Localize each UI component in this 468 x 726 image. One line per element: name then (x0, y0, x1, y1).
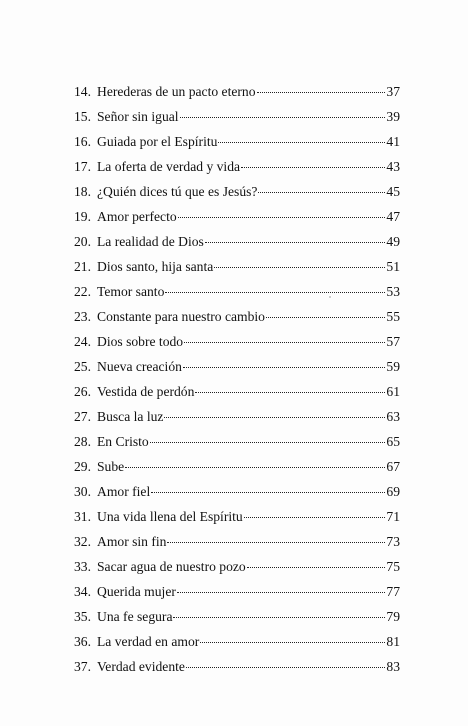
dot-leader (178, 216, 386, 218)
page-number: 81 (386, 634, 400, 649)
chapter-title: La verdad en amor (97, 634, 200, 649)
page-number: 39 (386, 109, 400, 124)
toc-entry (67, 279, 400, 304)
toc-entry (67, 204, 400, 229)
toc-entry (67, 354, 400, 379)
chapter-number: 27. (74, 409, 91, 424)
toc-entry (67, 504, 400, 529)
chapter-title: Una vida llena del Espíritu (97, 509, 243, 524)
toc-entry (67, 179, 400, 204)
page-number: 71 (386, 509, 400, 524)
page-number: 53 (386, 284, 400, 299)
toc-entry (67, 304, 400, 329)
toc-entry (67, 154, 400, 179)
chapter-title: Herederas de un pacto eterno (97, 84, 256, 99)
dot-leader (257, 91, 386, 93)
chapter-number: 25. (74, 359, 91, 374)
toc-entry (67, 629, 400, 654)
chapter-number: 29. (74, 459, 91, 474)
page-number: 45 (386, 184, 400, 199)
page-number: 59 (386, 359, 400, 374)
page-number: 77 (386, 584, 400, 599)
page-number: 75 (386, 559, 400, 574)
page-number: 79 (386, 609, 400, 624)
chapter-title: Dios sobre todo (97, 334, 184, 349)
chapter-number: 14. (74, 84, 91, 99)
chapter-number: 18. (74, 184, 91, 199)
toc-entry (67, 129, 400, 154)
dot-leader (244, 516, 386, 518)
toc-entry (67, 404, 400, 429)
page-number: 43 (386, 159, 400, 174)
page-number: 65 (386, 434, 400, 449)
dot-leader (150, 441, 386, 443)
dot-leader (266, 316, 385, 318)
chapter-number: 16. (74, 134, 91, 149)
dot-leader (173, 616, 385, 618)
toc-entry (67, 429, 400, 454)
chapter-number: 23. (74, 309, 91, 324)
dot-leader (205, 241, 386, 243)
dot-leader (195, 391, 385, 393)
chapter-number: 34. (74, 584, 91, 599)
chapter-title: Amor perfecto (97, 209, 177, 224)
dot-leader (167, 541, 385, 543)
chapter-title: Amor fiel (97, 484, 151, 499)
chapter-number: 30. (74, 484, 91, 499)
page-number: 47 (386, 209, 400, 224)
toc-entry (67, 529, 400, 554)
toc-entry (67, 79, 400, 104)
toc-entry (67, 379, 400, 404)
toc-entry (67, 229, 400, 254)
page-number: 69 (386, 484, 400, 499)
page-number: 63 (386, 409, 400, 424)
chapter-title: Constante para nuestro cambio (97, 309, 265, 324)
dot-leader (184, 341, 385, 343)
chapter-number: 19. (74, 209, 91, 224)
page-number: 41 (386, 134, 400, 149)
dot-leader (214, 266, 385, 268)
dot-leader (200, 641, 385, 643)
chapter-title: La realidad de Dios (97, 234, 204, 249)
toc-entry (67, 329, 400, 354)
chapter-number: 17. (74, 159, 91, 174)
paper-speck (329, 296, 331, 298)
chapter-title: Guiada por el Espíritu (97, 134, 218, 149)
chapter-number: 20. (74, 234, 91, 249)
toc-entry (67, 604, 400, 629)
dot-leader (180, 116, 386, 118)
chapter-title: Verdad evidente (97, 659, 185, 674)
page-number: 73 (386, 534, 400, 549)
toc-entry (67, 654, 400, 679)
chapter-number: 35. (74, 609, 91, 624)
chapter-title: ¿Quién dices tú que es Jesús? (97, 184, 258, 199)
dot-leader (218, 141, 385, 143)
chapter-title: En Cristo (97, 434, 149, 449)
dot-leader (177, 591, 386, 593)
dot-leader (125, 466, 385, 468)
dot-leader (164, 416, 385, 418)
dot-leader (151, 491, 385, 493)
dot-leader (258, 191, 385, 193)
chapter-title: Sube (97, 459, 125, 474)
chapter-title: Vestida de perdón (97, 384, 195, 399)
page-number: 55 (386, 309, 400, 324)
dot-leader (165, 291, 385, 293)
chapter-title: Dios santo, hija santa (97, 259, 214, 274)
chapter-title: Busca la luz (97, 409, 164, 424)
toc-entry (67, 554, 400, 579)
chapter-number: 32. (74, 534, 91, 549)
page-number: 37 (386, 84, 400, 99)
dot-leader (241, 166, 385, 168)
toc-entry (67, 579, 400, 604)
dot-leader (247, 566, 386, 568)
chapter-number: 24. (74, 334, 91, 349)
page-number: 51 (386, 259, 400, 274)
chapter-number: 33. (74, 559, 91, 574)
table-of-contents (67, 79, 400, 679)
chapter-number: 36. (74, 634, 91, 649)
chapter-title: Sacar agua de nuestro pozo (97, 559, 246, 574)
chapter-title: Una fe segura (97, 609, 173, 624)
chapter-title: Nueva creación (97, 359, 182, 374)
toc-entry (67, 254, 400, 279)
chapter-title: Amor sin fin (97, 534, 167, 549)
dot-leader (186, 666, 385, 668)
chapter-number: 31. (74, 509, 91, 524)
chapter-title: Temor santo (97, 284, 165, 299)
chapter-number: 22. (74, 284, 91, 299)
dot-leader (183, 366, 385, 368)
chapter-number: 37. (74, 659, 91, 674)
page-number: 61 (386, 384, 400, 399)
page-number: 57 (386, 334, 400, 349)
chapter-title: Señor sin igual (97, 109, 179, 124)
toc-entry (67, 479, 400, 504)
chapter-number: 15. (74, 109, 91, 124)
chapter-number: 21. (74, 259, 91, 274)
page-number: 49 (386, 234, 400, 249)
chapter-number: 26. (74, 384, 91, 399)
toc-entry (67, 454, 400, 479)
chapter-number: 28. (74, 434, 91, 449)
page-number: 67 (386, 459, 400, 474)
toc-entry (67, 104, 400, 129)
chapter-title: La oferta de verdad y vida (97, 159, 241, 174)
page-number: 83 (386, 659, 400, 674)
chapter-title: Querida mujer (97, 584, 176, 599)
